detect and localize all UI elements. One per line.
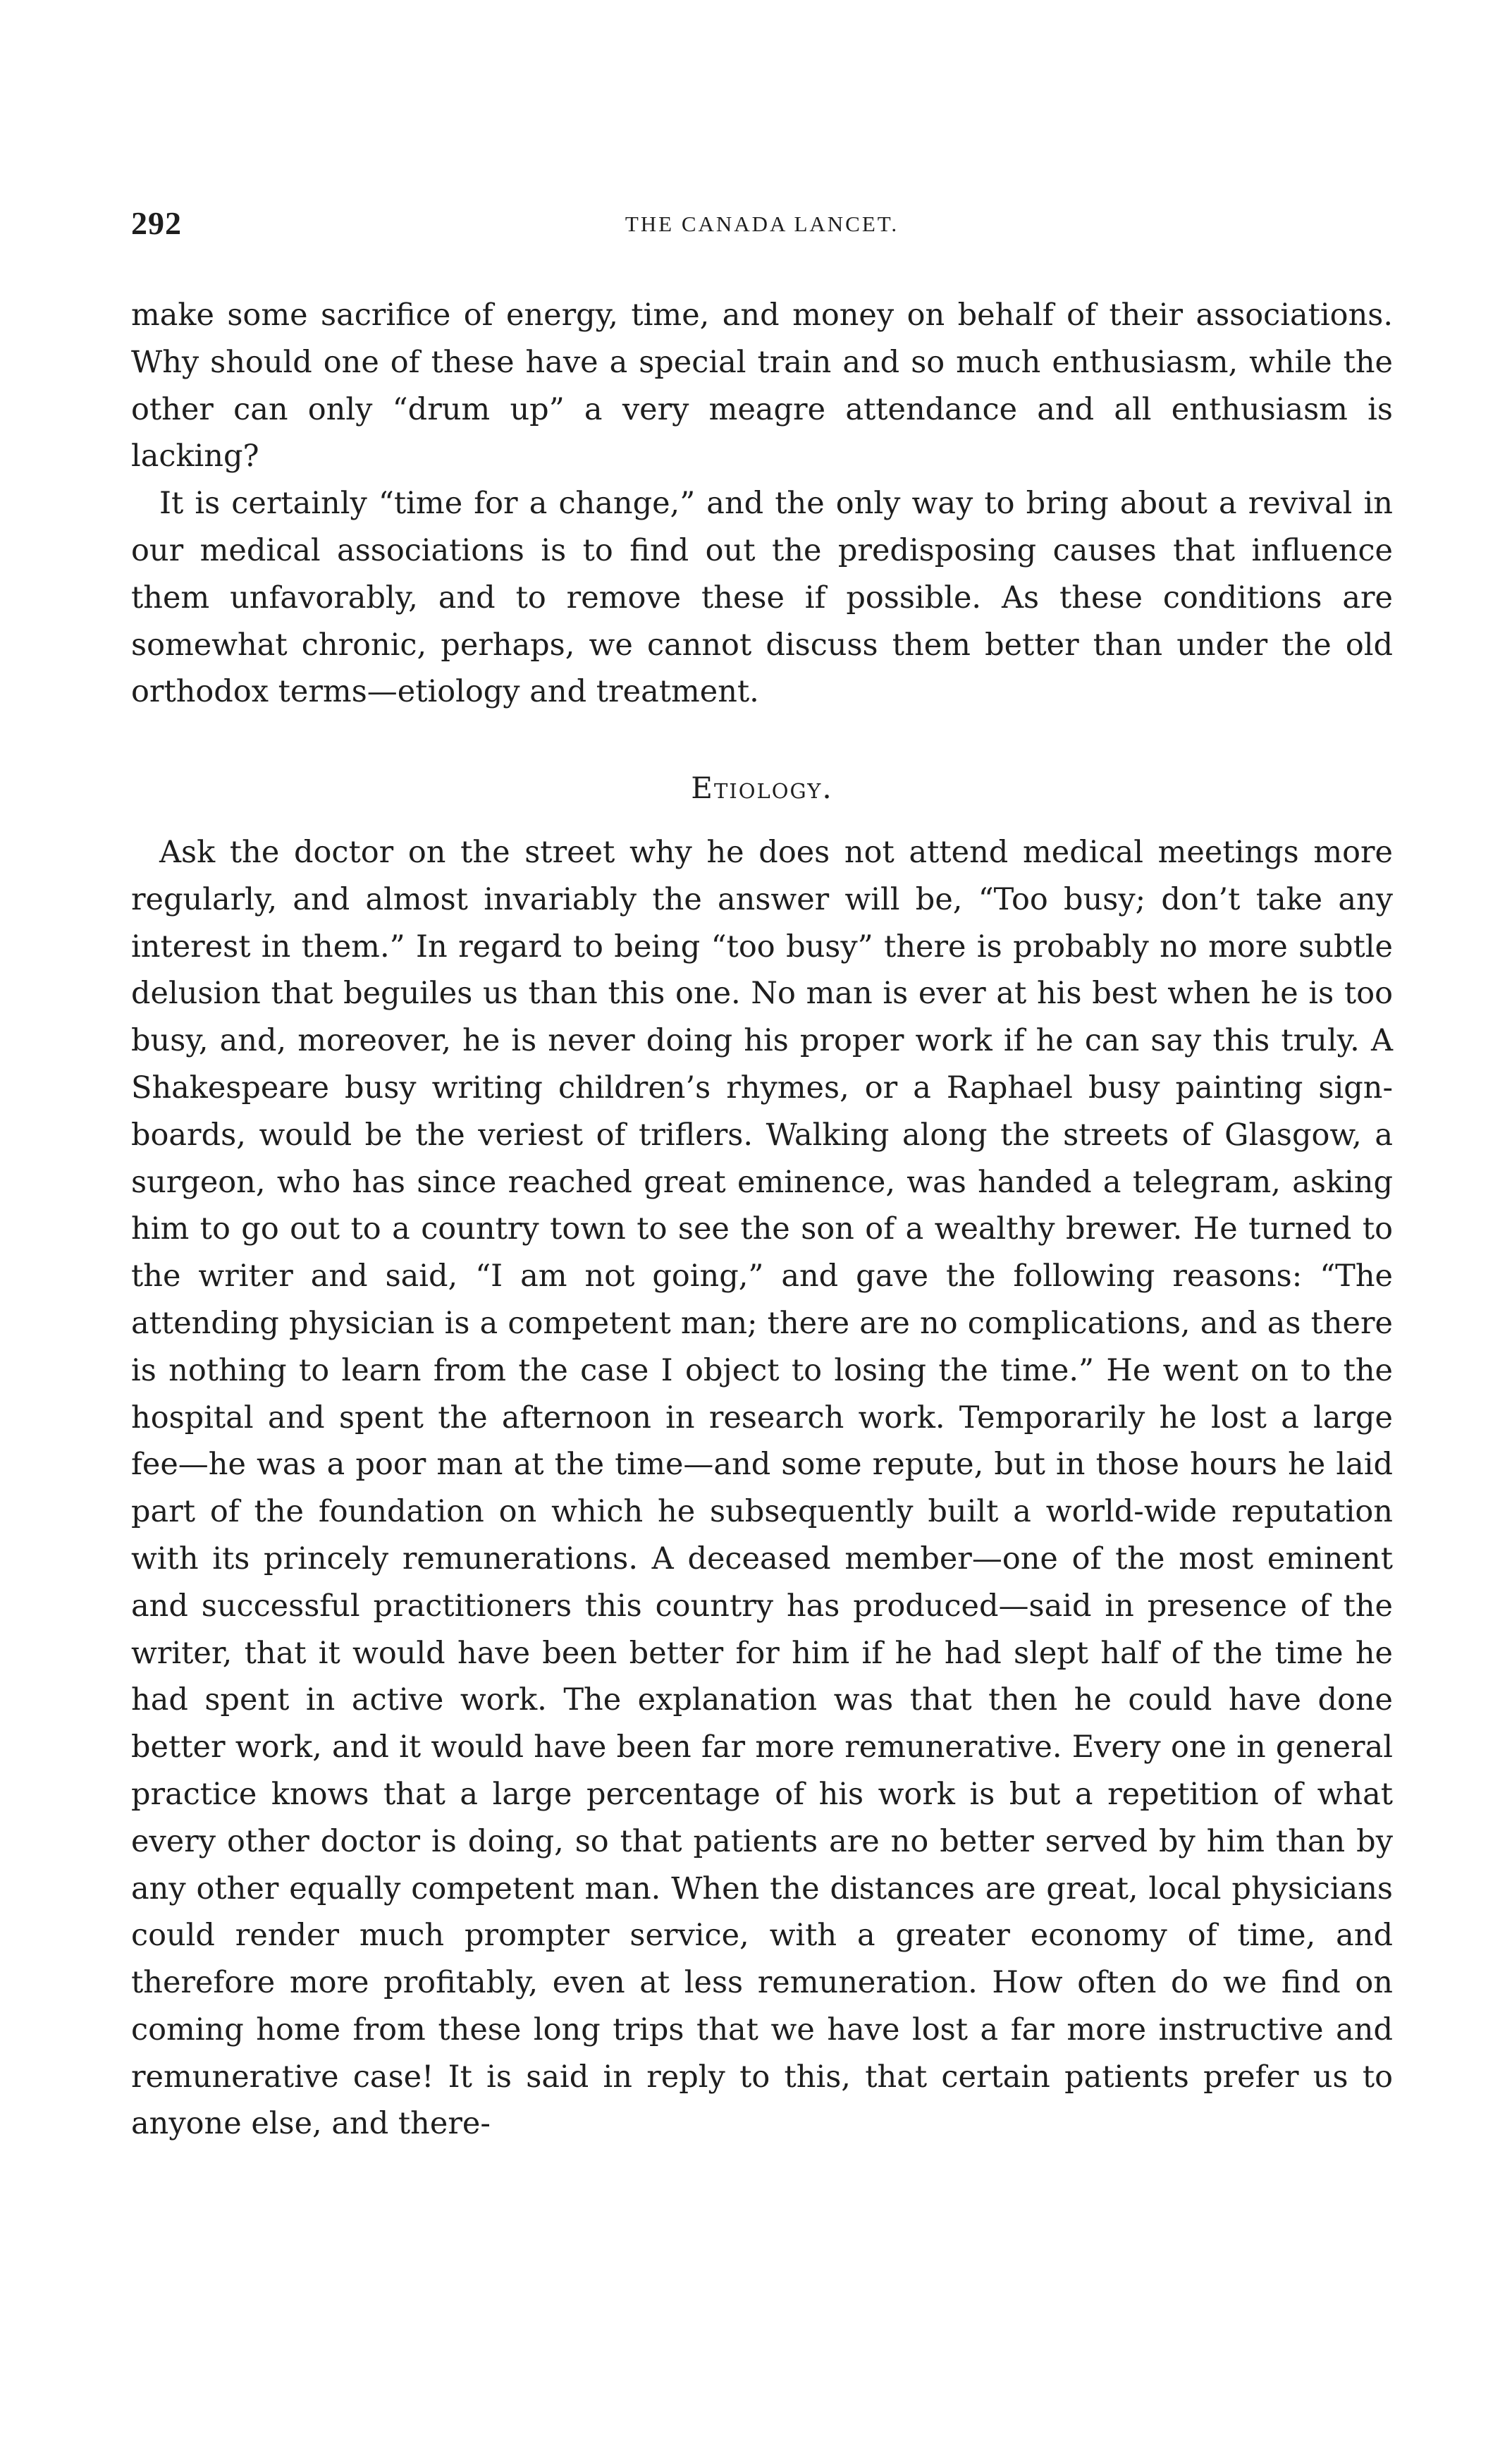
paragraph-1: make some sacrifice of energy, time, and money on behalf of their associations. Why should one of these have a special train and so much enthusiasm, while the other can only “drum up” a very meagre attendance and all enthusiasm is lacking? (131, 298, 1393, 474)
paragraph-3: Ask the doctor on the street why he does not attend medical meetings more regularly, and almost invariably the answer will be, “Too busy; don’t take any interest in them.” In regard to being “too busy” there is probably no more subtle delusion that beguiles us than this one. No man is ever at his best when he is too busy, and, moreover, he is never doing his proper work if he can say this truly. A Shakespeare busy writing children’s rhymes, or a Raphael busy painting sign-boards, would be the veriest of triflers. Walking along the streets of Glasgow, a surgeon, who has since reached great eminence, was handed a telegram, asking him to go out to a country town to see the son of a wealthy brewer. He turned to the writer and said, “I am not going,” and gave the following reasons: “The attending physician is a competent man; there are no complications, and as there is nothing to learn from the case I object to losing the time.” He went on to the hospital and spent the afternoon in research work. Temporarily he lost a large fee—he was a poor man at the time—and some repute, but in those hours he laid part of the foundation on which he subsequently built a world-wide reputation with its princely remunerations. A deceased member—one of the most eminent and successful practitioners this country has produced—said in presence of the writer, that it would have been better for him if he had slept half of the time he had spent in active work. The explanation was that then he could have done better work, and it would have been far more remunerative. Every one in general practice knows that a large percentage of his work is but a repetition of what every other doctor is doing, so that patients are no better served by him than by any other equally competent man. When the distances are great, local physicians could render much prompter service, with a greater economy of time, and therefore more profitably, even at less remuneration. How often do we find on coming home from these long trips that we have lost a far more instructive and remunerative case! It is said in reply to this, that certain patients prefer us to anyone else, and there- (131, 834, 1393, 2142)
journal-title: THE CANADA LANCET. (625, 212, 899, 236)
page-number: 292 (131, 205, 182, 241)
paragraph-2: It is certainly “time for a change,” and the only way to bring about a revival in our medical associations is to find out the predisposing causes that influence them unfavorably, and to remove these if possible. As these conditions are somewhat chronic, perhaps, we cannot discuss them better than under the old orthodox terms—etiology and treatment. (131, 486, 1393, 710)
body-text (131, 292, 1393, 2148)
running-head (131, 204, 1393, 261)
section-heading: Etiology. (691, 771, 833, 806)
document-page (131, 204, 1393, 2148)
